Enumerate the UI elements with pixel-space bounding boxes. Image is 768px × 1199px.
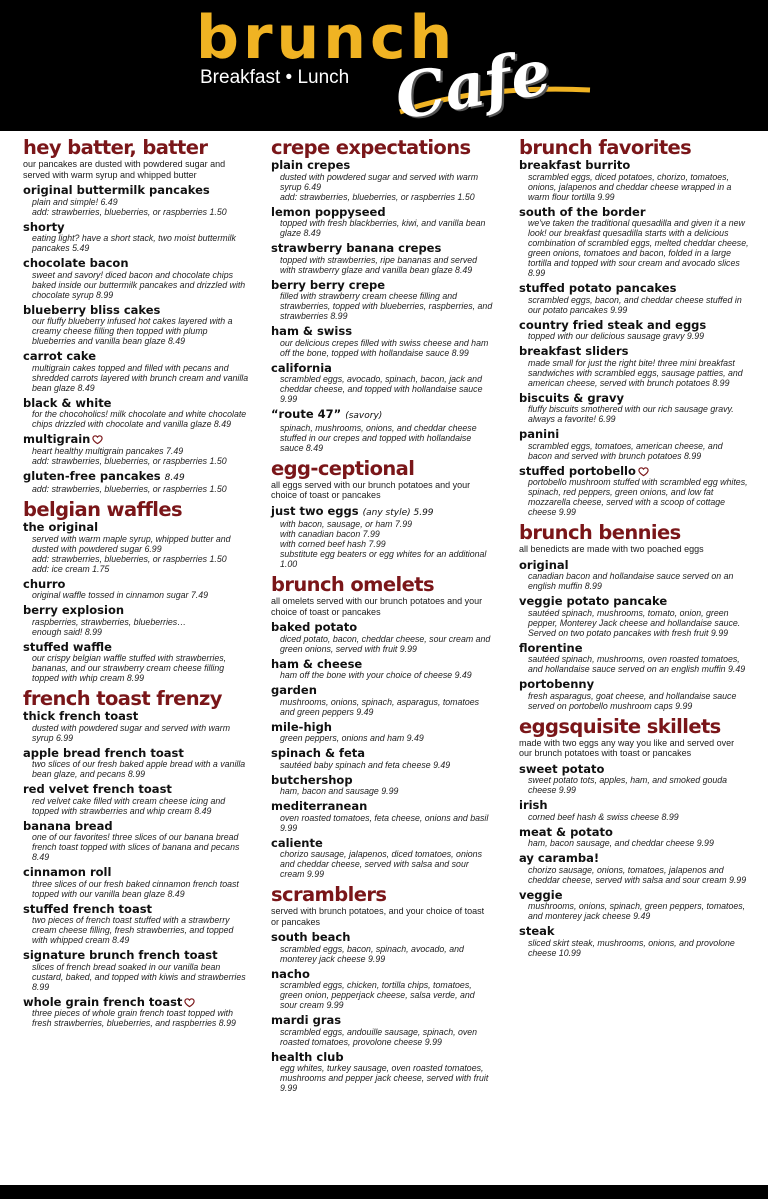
menu-item-description: multigrain cakes topped and filled with pecans and shredded carrots layered with brunch cream and vanilla bean glaze 8.49 [32,362,249,393]
menu-item-description: one of our favorites! three slices of our banana bread french toast topped with slices of banana and pecans 8.49 [32,832,240,862]
footer-bar [0,1185,768,1199]
menu-item [23,710,251,743]
menu-item-description: original waffle tossed in cinnamon sugar 7.49 [32,590,209,600]
menu-item-title: apple bread french toast [23,745,184,760]
menu-item-title: florentine [519,640,583,655]
menu-item-title: ham & swiss [271,324,353,338]
menu-item-description: scrambled eggs, tomatoes, american cheese, and bacon and served with brunch potatoes 8.99 [528,440,723,461]
menu-item-name [23,604,251,617]
menu-item-description: corned beef hash & swiss cheese 8.99 [528,811,679,822]
menu-item-description: add: strawberries, blueberries, or raspberries 1.50 [32,484,227,494]
menu-item-name [23,221,251,234]
menu-item-description: slices of french bread soaked in our vanilla bean custard, baked, and topped with kiwis and strawberries 8.99 [32,961,246,992]
menu-item [271,159,493,202]
menu-item [519,392,749,425]
menu-item-description: heart healthy multigrain pancakes 7.49 add: strawberries, blueberries, or raspberries 1.50 [32,445,227,466]
menu-item-name [519,345,749,358]
menu-item [23,433,251,466]
menu-item [271,621,493,654]
menu-item [23,949,251,992]
menu-item-description: served with warm maple syrup, whipped butter and dusted with powdered sugar 6.99 add: strawberries, blueberries, or raspberries 1.50 add: ice cream 1.75 [32,533,231,574]
menu-item-name [271,774,493,787]
menu-item [23,470,251,495]
menu-item [23,604,251,637]
menu-item [519,925,749,958]
menu-item-title: cinnamon roll [23,865,112,879]
menu-item [271,968,493,1011]
menu-item-name [519,428,749,441]
section-title: hey batter, batter [23,136,208,159]
menu-item-title: signature brunch french toast [23,948,218,962]
menu-item-name [23,470,251,485]
menu-item-name [519,206,749,219]
menu-item-name [271,206,493,219]
menu-item-title: shorty [23,219,65,234]
menu-item-name [271,721,493,734]
menu-item-note: (any style) 5.99 [362,507,434,518]
menu-item-name [519,595,749,608]
menu-item-description: sweet and savory! diced bacon and chocolate chips baked inside our buttermilk pancakes and drizzled with chocolate syrup 8.99 [32,269,246,300]
menu-item-title: south of the border [519,204,646,219]
menu-item-title: nacho [271,966,310,981]
menu-item-note: 8.49 [164,472,185,483]
menu-item-name [271,800,493,813]
menu-item-title: breakfast burrito [519,158,631,172]
menu-item-description: green peppers, onions and ham 9.49 [280,733,424,743]
menu-item-description: three pieces of whole grain french toast topped with fresh strawberries, blueberries, and raspberries 8.99 [32,1008,236,1028]
menu-item-name [271,159,493,172]
section-title: eggsquisite skillets [519,714,721,738]
menu-item-title: berry berry crepe [271,277,386,292]
menu-item-description: for the chocoholics! milk chocolate and white chocolate chips drizzled with chocolate and vanilla glaze 8.49 [32,409,247,429]
menu-item [23,747,251,780]
menu-item-name [23,521,251,534]
menu-item-name [271,408,493,423]
menu-item-description: portobello mushroom stuffed with scrambled egg whites, spinach, red peppers, green onions, and low fat mozzarella cheese, served with a scoop of cottage cheese 9.99 [528,477,748,517]
menu-item-title: mediterranean [271,799,368,813]
section-description: all benedicts are made with two poached eggs [519,544,704,554]
menu-item-name [23,949,251,962]
menu-item-description: mushrooms, onions, spinach, green peppers, tomatoes, and monterey jack cheese 9.49 [528,901,746,921]
menu-item-title: banana bread [23,818,113,833]
menu-item-description: three slices of our fresh baked cinnamon french toast topped with our vanilla bean glaze 8.49 [32,878,239,899]
menu-item-name [271,968,493,981]
menu-item [519,559,749,592]
heart-icon [92,434,103,445]
section-description: all eggs served with our brunch potatoes and your choice of toast or pancakes [271,479,471,500]
menu-item [23,903,251,946]
menu-item [23,304,251,347]
menu-item-title: red velvet french toast [23,782,172,796]
header-banner [0,0,768,134]
menu-item [519,206,749,279]
menu-item [519,826,749,849]
menu-item-title: churro [23,576,66,591]
menu-item-name [519,889,749,902]
menu-item [23,820,251,863]
heart-icon [184,997,195,1008]
menu-item-description: scrambled eggs, diced potatoes, chorizo, tomatoes, onions, jalapenos and cheddar cheese wrapped in a warm flour tortilla 9.99 [528,171,732,202]
menu-item-title: health club [271,1049,344,1064]
menu-item [23,521,251,574]
menu-item-title: veggie [519,887,563,902]
menu-item-description: scrambled eggs, avocado, spinach, bacon, jack and cheddar cheese, and topped with hollandaise sauce 9.99 [280,374,483,404]
menu-item-title: original buttermilk pancakes [23,183,210,197]
menu-item-name [23,350,251,363]
menu-item-name [519,319,749,332]
menu-item-name [23,397,251,410]
menu-item [271,774,493,797]
menu-item-title: gluten-free pancakes [23,468,161,483]
menu-item [271,931,493,964]
menu-item-title: plain crepes [271,158,351,172]
menu-item [271,658,493,681]
menu-item-name [271,621,493,634]
menu-item-title: strawberry banana crepes [271,241,442,255]
menu-item-title: stuffed waffle [23,639,112,654]
menu-item-description: red velvet cake filled with cream cheese icing and topped with strawberries and whip cream 8.49 [32,795,226,816]
menu-item [23,221,251,254]
menu-item-title: steak [519,924,555,938]
menu-item-description: we've taken the traditional quesadilla and given it a new look! our breakfast quesadilla starts with a delicious combination of scrambled eggs, melted cheddar cheese, green onions, tomatoes and bacon, folded in a large tortilla and topped with sour cream and avocado slices 8.99 [528,218,749,278]
menu-item [271,408,493,453]
menu-item-description: eating light? have a short stack, two moist buttermilk pancakes 5.49 [32,233,236,253]
menu-item-name [519,799,749,812]
menu-item-name [271,279,493,292]
menu-item-name [271,1014,493,1027]
menu-item [23,866,251,899]
menu-column-left [23,136,251,1032]
menu-item [23,996,251,1029]
menu-item-title: caliente [271,835,323,850]
menu-item [519,465,749,518]
menu-item-title: spinach & feta [271,746,366,760]
menu-item [23,641,251,684]
menu-item-title: blueberry bliss cakes [23,302,161,317]
menu-item-description: topped with strawberries, ripe bananas and served with strawberry glaze and vanilla bean glaze 8.49 [280,254,478,275]
menu-item [271,684,493,717]
menu-item-description: diced potato, bacon, cheddar cheese, sour cream and green onions, served with fruit 9.99 [280,633,491,654]
menu-section-brunch-bennies [519,521,749,711]
menu-section-french-toast-frenzy [23,687,251,1028]
menu-item [271,325,493,358]
section-title: belgian waffles [23,498,182,521]
menu-item-name [519,642,749,655]
menu-item [519,595,749,638]
menu-item-description: sautéed spinach, mushrooms, tomato, onion, green pepper, Monterey Jack cheese and hollandaise sauce. Served on two potato pancakes with fresh fruit 9.99 [528,607,741,638]
section-title: french toast frenzy [23,687,222,710]
menu-section-crepe-expectations [271,136,493,453]
menu-item-name [23,903,251,916]
menu-item-description: with bacon, sausage, or ham 7.99 with canadian bacon 7.99 with corned beef hash 7.99 substitute egg beaters or egg whites for an additional 1.00 [280,519,487,569]
section-description: made with two eggs any way you like and served over our brunch potatoes with toast or pancakes [519,737,735,758]
menu-item-description: ham off the bone with your choice of cheese 9.49 [280,670,472,680]
section-title: egg-ceptional [271,456,415,480]
menu-item [519,428,749,461]
menu-item-name [519,282,749,295]
menu-item-description: plain and simple! 6.49 add: strawberries, blueberries, or raspberries 1.50 [32,196,227,217]
menu-section-brunch-favorites [519,136,749,517]
menu-item-name [271,362,493,375]
menu-item [519,345,749,388]
menu-item [23,783,251,816]
menu-item-description: fresh asparagus, goat cheese, and hollandaise sauce served on portobello mushroom caps 9.99 [528,690,737,711]
menu-item-title: mile-high [271,719,332,734]
menu-section-hey-batter-batter [23,136,251,494]
menu-item-name [271,931,493,944]
menu-item-description: chorizo sausage, jalapenos, diced tomatoes, onions and cheddar cheese, served with salsa and sour cream 9.99 [280,849,482,879]
menu-item [271,242,493,275]
menu-item-title: country fried steak and eggs [519,317,707,332]
menu-item-title: stuffed french toast [23,901,153,916]
menu-item [519,763,749,796]
menu-column-middle [271,136,493,1097]
menu-item-name [23,820,251,833]
menu-item-description: our delicious crepes filled with swiss cheese and ham off the bone, topped with hollandaise sauce 8.99 [280,337,489,358]
menu-item-description: our crispy belgian waffle stuffed with strawberries, bananas, and our strawberry cream cheese filling topped with whip cream 8.99 [32,653,227,683]
menu-item-title: “route 47” [271,407,342,421]
menu-item-description: sliced skirt steak, mushrooms, onions, and provolone cheese 10.99 [528,937,735,958]
menu-item-description: oven roasted tomatoes, feta cheese, onions and basil 9.99 [280,812,489,833]
menu-item [519,159,749,202]
menu-item-name [23,747,251,760]
menu-item-description: dusted with powdered sugar and served with warm syrup 6.49 add: strawberries, blueberries, or raspberries 1.50 [280,171,479,202]
menu-item-title: the original [23,520,99,534]
menu-item [271,721,493,744]
menu-item-name [23,304,251,317]
menu-item-description: scrambled eggs, bacon, and cheddar cheese stuffed in our potato pancakes 9.99 [528,294,742,315]
menu-item-description: filled with strawberry cream cheese filling and strawberries, topped with blueberries, raspberries, and strawberries 8.99 [280,291,493,321]
menu-item-name [271,325,493,338]
menu-item-description: scrambled eggs, andouille sausage, spinach, oven roasted tomatoes, provolone cheese 9.99 [280,1026,478,1047]
section-description: our pancakes are dusted with powdered sugar and served with warm syrup and whipped butter [23,159,226,180]
menu-item [271,362,493,405]
menu-item-title: baked potato [271,620,358,634]
menu-item-title: carrot cake [23,349,97,363]
menu-item-name [23,710,251,723]
menu-item-name [271,242,493,255]
menu-item-description: sautéed baby spinach and feta cheese 9.49 [280,759,451,770]
menu-item-title: garden [271,683,317,697]
menu-item-title: portobenny [519,677,595,691]
menu-item-name [519,465,749,478]
menu-item-name [271,747,493,760]
menu-item-description: egg whites, turkey sausage, oven roasted tomatoes, mushrooms and pepper jack cheese, served with fruit 9.99 [280,1063,489,1093]
menu-item-name [519,559,749,572]
menu-item-description: raspberries, strawberries, blueberries… enough said! 8.99 [32,616,187,637]
menu-item [23,397,251,430]
menu-item-name [23,433,251,446]
menu-item-description: topped with fresh blackberries, kiwi, and vanilla bean glaze 8.49 [280,218,486,238]
menu-item-description: scrambled eggs, bacon, spinach, avocado, and monterey jack cheese 9.99 [280,943,464,964]
menu-item-description: mushrooms, onions, spinach, asparagus, tomatoes and green peppers 9.49 [280,696,480,717]
menu-section-egg-ceptional [271,457,493,570]
menu-item-description: ham, bacon and sausage 9.99 [280,786,399,796]
menu-item-title: thick french toast [23,709,139,723]
menu-item [519,282,749,315]
brand-script-word: Cafe [389,35,556,134]
menu-item-name [519,159,749,172]
menu-item-title: california [271,360,332,375]
menu-item-title: irish [519,798,548,812]
menu-item [23,578,251,601]
menu-item-title: berry explosion [23,603,125,617]
menu-section-scramblers [271,883,493,1093]
menu-item [519,678,749,711]
menu-item [271,800,493,833]
menu-item [23,184,251,217]
menu-item-title: breakfast sliders [519,344,629,358]
menu-item [271,279,493,322]
menu-item [271,206,493,239]
menu-item-description: canadian bacon and hollandaise sauce served on an english muffin 8.99 [528,571,734,591]
menu-section-brunch-omelets [271,573,493,879]
menu-item-name [271,658,493,671]
menu-item-name [23,996,251,1009]
menu-item-name [519,678,749,691]
menu-item-title: meat & potato [519,824,613,839]
menu-item-name [271,684,493,697]
brand-tagline: Breakfast • Lunch [200,67,350,88]
menu-item-name [519,925,749,938]
menu-item-name [23,783,251,796]
menu-item [271,1051,493,1094]
menu-item-name [23,866,251,879]
section-title: brunch bennies [519,521,681,544]
section-description: served with brunch potatoes, and your choice of toast or pancakes [271,906,485,927]
menu-item-title: just two eggs [271,503,359,518]
menu-item-name [519,392,749,405]
menu-item-title: ay caramba! [519,851,600,865]
menu-item-title: veggie potato pancake [519,594,668,608]
menu-item-description: fluffy biscuits smothered with our rich sausage gravy. always a favorite! 6.99 [528,404,734,424]
section-title: scramblers [271,883,387,906]
menu-item [23,257,251,300]
menu-item [519,852,749,885]
heart-icon [638,466,649,477]
menu-item-description: made small for just the right bite! three mini breakfast sandwiches with scrambled eggs, sausage patties, and american cheese, served with brunch potatoes 8.99 [528,357,743,388]
menu-item-title: biscuits & gravy [519,390,624,405]
menu-item-description: sweet potato tots, apples, ham, and smoked gouda cheese 9.99 [528,775,728,795]
menu-item-name [23,578,251,591]
menu-item [271,505,493,570]
section-description: all omelets served with our brunch potatoes and your choice of toast or pancakes [271,596,483,617]
menu-item-title: multigrain [23,432,91,446]
menu-item [271,1014,493,1047]
menu-item-description: two pieces of french toast stuffed with a strawberry cream cheese filling, fresh strawberries, and topped with whipped cream 8.49 [32,915,234,945]
menu-item-title: ham & cheese [271,656,363,671]
menu-section-eggsquisite-skillets [519,715,749,958]
menu-item-name [271,1051,493,1064]
menu-item-title: whole grain french toast [23,994,183,1009]
menu-item-description: spinach, mushrooms, onions, and cheddar cheese stuffed in our crepes and topped with hollandaise sauce 8.49 [280,422,477,453]
menu-item-name [271,837,493,850]
menu-item-title: stuffed portobello [519,463,636,478]
menu-section-belgian-waffles [23,498,251,683]
menu-item-name [271,505,493,520]
menu-item-title: original [519,557,569,572]
menu-item-description: topped with our delicious sausage gravy 9.99 [528,331,705,341]
menu-item-title: stuffed potato pancakes [519,281,677,295]
menu-item-name [23,184,251,197]
menu-item [519,799,749,822]
menu-item-title: panini [519,427,560,441]
menu-item-description: ham, bacon sausage, and cheddar cheese 9.99 [528,838,714,848]
menu-item-name [23,641,251,654]
menu-item [271,837,493,880]
menu-item-description: chorizo sausage, onions, tomatoes, jalapenos and cheddar cheese, served with salsa and sour cream 9.99 [528,864,747,885]
menu-item-name [519,826,749,839]
menu-item-description: dusted with powdered sugar and served with warm syrup 6.99 [32,722,231,743]
menu-item-title: mardi gras [271,1013,342,1027]
menu-item [271,747,493,770]
menu-item [23,350,251,393]
menu-item [519,319,749,342]
section-title: brunch omelets [271,573,434,596]
menu-item-title: chocolate bacon [23,256,129,270]
menu-item-name [519,763,749,776]
menu-item [519,889,749,922]
menu-item-title: lemon poppyseed [271,204,386,219]
brand-logo-text: brunch [196,3,457,73]
menu-item-title: butchershop [271,772,353,787]
menu-item-name [519,852,749,865]
section-title: brunch favorites [519,136,692,159]
menu-item [519,642,749,675]
menu-item-description: two slices of our fresh baked apple bread with a vanilla bean glaze, and pecans 8.99 [32,759,246,779]
menu-item-note: (savory) [345,411,383,421]
menu-item-description: scrambled eggs, chicken, tortilla chips, tomatoes, green onion, pepperjack cheese, salsa verde, and sour cream 9.99 [280,980,475,1010]
menu-item-title: sweet potato [519,761,605,776]
menu-item-title: south beach [271,930,351,944]
menu-item-name [23,257,251,270]
menu-column-right [519,136,749,962]
menu-item-description: our fluffy blueberry infused hot cakes layered with a creamy cheese filling then topped with plump blueberries and vanilla bean glaze 8.49 [32,316,233,346]
section-title: crepe expectations [271,136,471,159]
menu-item-description: sautéed spinach, mushrooms, oven roasted tomatoes, and hollandaise sauce served on an english muffin 9.49 [528,654,746,674]
menu-item-title: black & white [23,395,112,410]
